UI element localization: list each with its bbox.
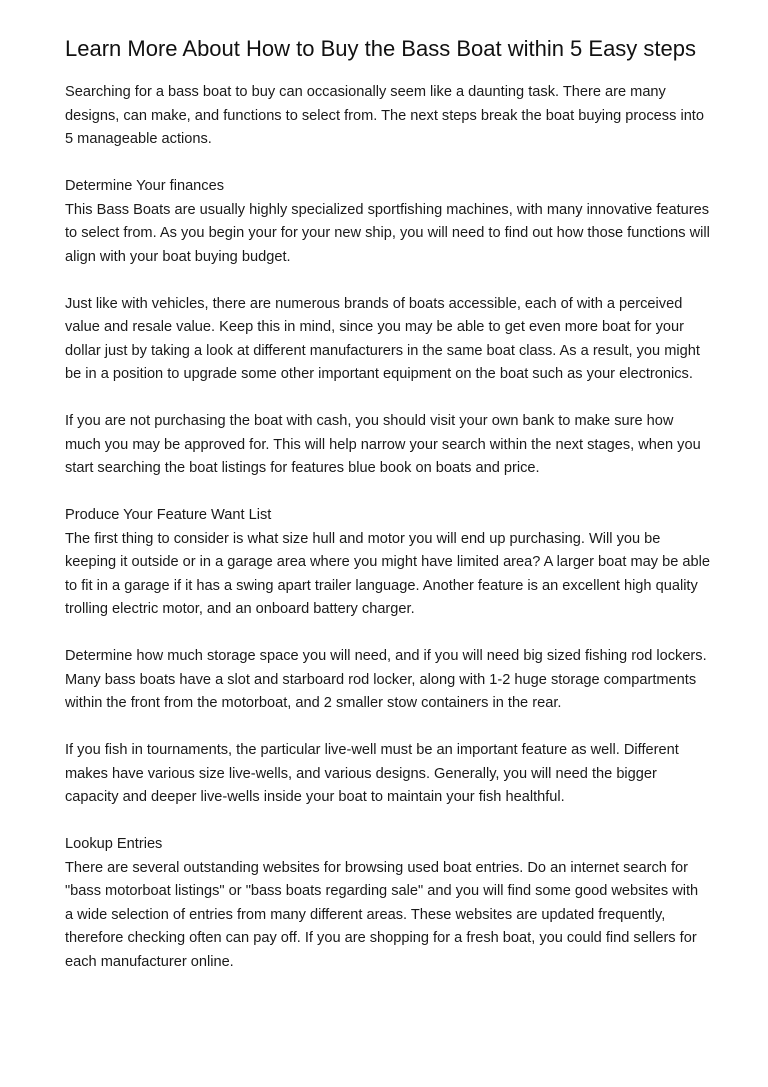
section-feature-list (65, 504, 710, 622)
paragraph-feature-list-3: If you fish in tournaments, the particular live-well must be an important feature as well. Different makes have various size live-wells, and various designs. Generally, you will need the bigger capacity and deeper live-wells inside your boat to maintain your fish healthful. (65, 742, 679, 805)
paragraph-block-feature-list-2 (65, 645, 710, 716)
section-heading-lookup-entries: Lookup Entries (65, 836, 163, 852)
paragraph-feature-list-1: The first thing to consider is what size hull and motor you will end up purchasing. Will you be keeping it outside or in a garage area where you might have limited area? A larger boat may be able to fit in a garage if it has a swing apart trailer language. Another feature is an excellent high quality trolling electric motor, and an onboard battery charger. (65, 530, 710, 617)
section-heading-feature-list: Produce Your Feature Want List (65, 507, 272, 523)
document-title: Learn More About How to Buy the Bass Boat within 5 Easy steps (65, 36, 697, 61)
section-finances (65, 175, 710, 269)
paragraph-block-finances-3 (65, 410, 710, 481)
paragraph-lookup-entries-1: There are several outstanding websites for browsing used boat entries. Do an internet search for "bass motorboat listings" or "bass boats regarding sale" and you will find some good websites with a wide selection of entries from many different areas. These websites are updated frequently, therefore checking often can pay off. If you are shopping for a fresh boat, you could find sellers for each manufacturer online. (65, 859, 699, 970)
paragraph-finances-2: Just like with vehicles, there are numerous brands of boats accessible, each of with a perceived value and resale value. Keep this in mind, since you may be able to get even more boat for your dollar just by taking a look at different manufacturers in the same boat class. As a result, you might be in a position to upgrade some other important equipment on the boat such as your electronics. (65, 295, 700, 382)
paragraph-block-feature-list-3 (65, 739, 710, 810)
intro-paragraph-block (65, 81, 710, 152)
paragraph-block-finances-2 (65, 293, 710, 387)
document-page (65, 36, 710, 998)
section-lookup-entries (65, 833, 710, 974)
section-heading-finances: Determine Your finances (65, 178, 225, 194)
paragraph-finances-3: If you are not purchasing the boat with cash, you should visit your own bank to make sure how much you may be approved for. This will help narrow your search within the next stages, when you start searching the boat listings for features blue book on boats and price. (65, 413, 701, 476)
intro-paragraph: Searching for a bass boat to buy can occasionally seem like a daunting task. There are many designs, can make, and functions to select from. The next steps break the boat buying process into 5 manageable actions. (65, 84, 704, 147)
paragraph-feature-list-2: Determine how much storage space you will need, and if you will need big sized fishing rod lockers. Many bass boats have a slot and starboard rod locker, along with 1-2 huge storage compartments within the front from the motorboat, and 2 smaller stow containers in the rear. (65, 648, 707, 711)
paragraph-finances-1: This Bass Boats are usually highly specialized sportfishing machines, with many innovative features to select from. As you begin your for your new ship, you will need to find out how those functions will align with your boat buying budget. (65, 201, 710, 265)
